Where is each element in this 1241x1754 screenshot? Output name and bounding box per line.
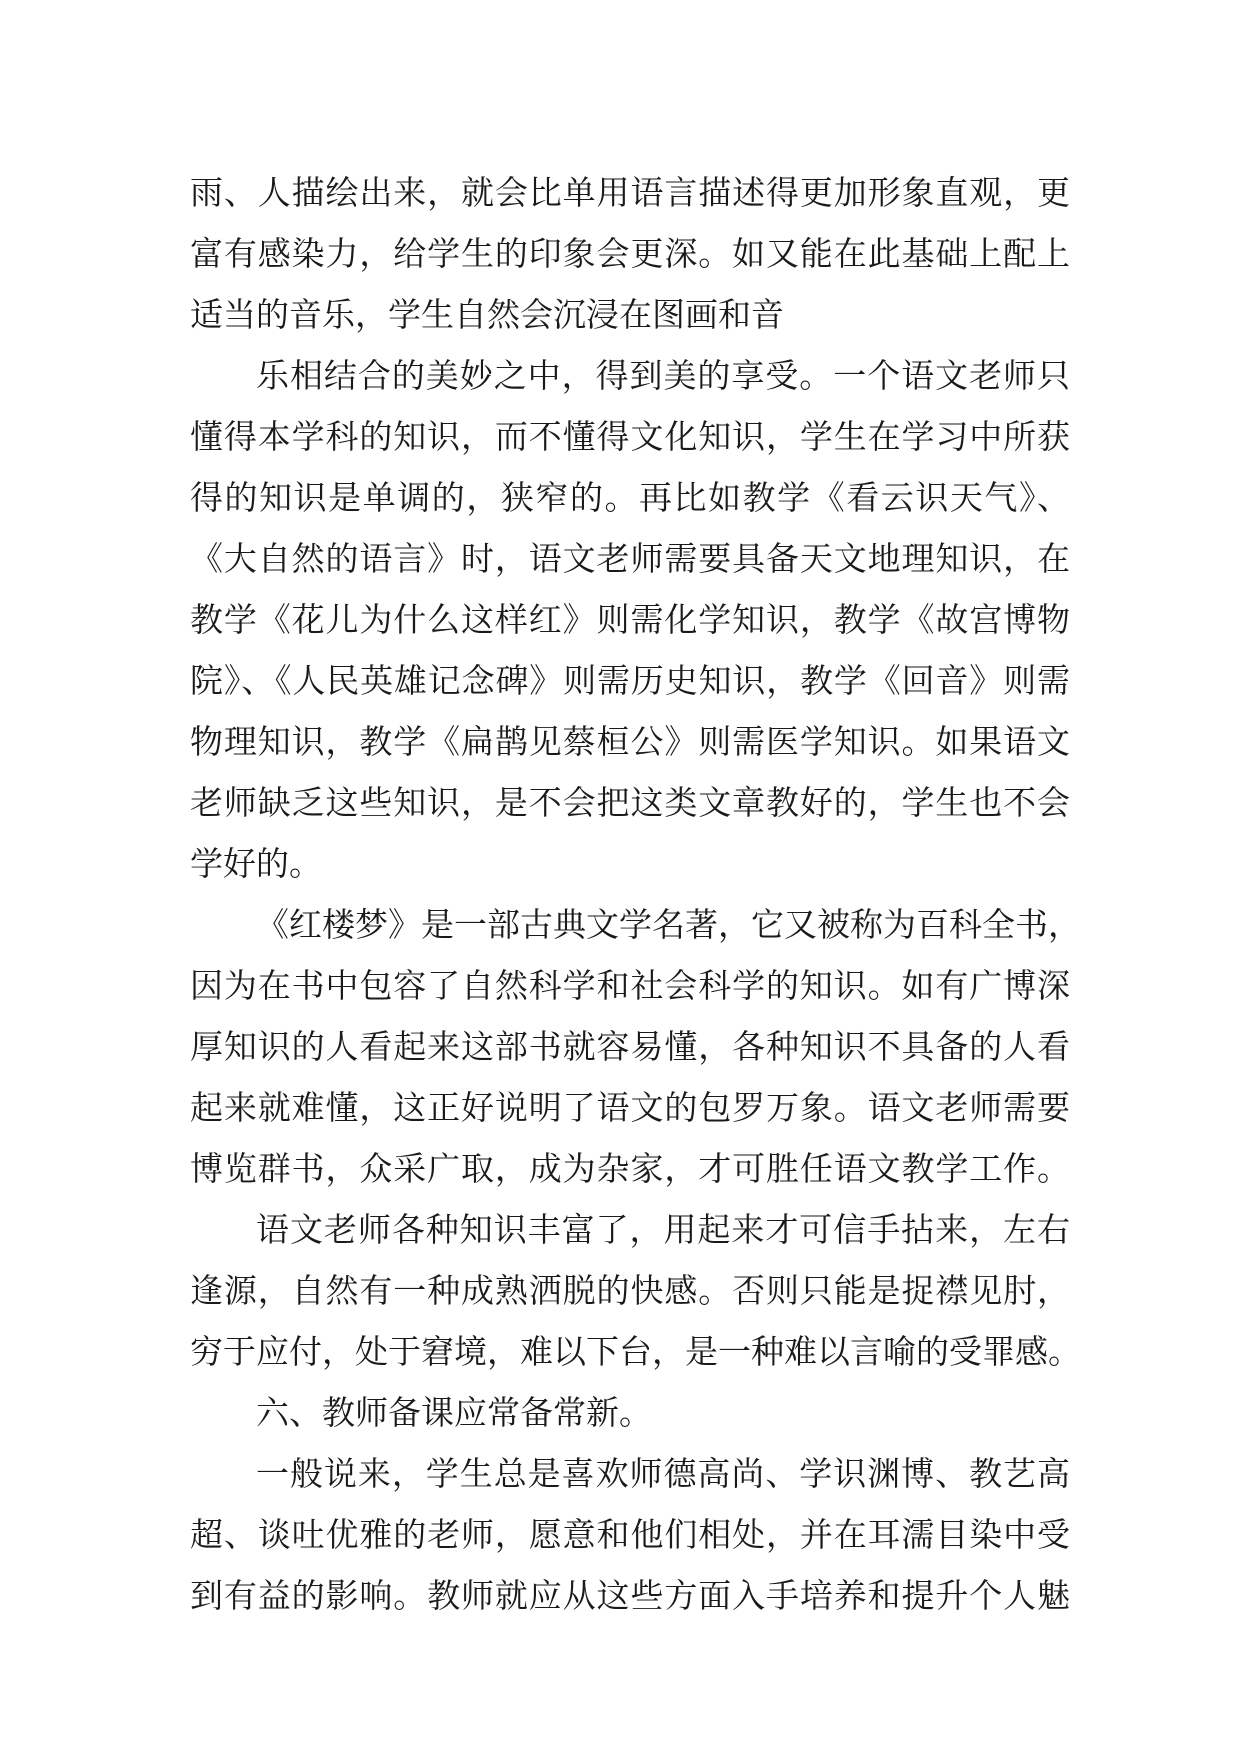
text-line: 穷于应付，处于窘境，难以下台，是一种难以言喻的受罪感。 <box>190 1332 1081 1371</box>
text-line: 厚知识的人看起来这部书就容易懂，各种知识不具备的人看 <box>190 1027 1070 1066</box>
text-line: 《大自然的语言》时，语文老师需要具备天文地理知识，在 <box>190 539 1070 578</box>
paragraph <box>190 1199 1081 1382</box>
text-line: 院》、《人民英雄记念碑》则需历史知识，教学《回音》则需 <box>190 661 1070 700</box>
text-line: 教学《花儿为什么这样红》则需化学知识，教学《故宫博物 <box>190 600 1070 639</box>
document-body <box>190 162 1081 1626</box>
text-line: 六、教师备课应常备常新。 <box>256 1393 652 1432</box>
section-heading <box>190 1382 1070 1443</box>
text-line: 老师缺乏这些知识，是不会把这类文章教好的，学生也不会 <box>190 783 1070 822</box>
text-line: 因为在书中包容了自然科学和社会科学的知识。如有广博深 <box>190 966 1070 1005</box>
text-line: 到有益的影响。教师就应从这些方面入手培养和提升个人魅 <box>190 1576 1070 1615</box>
text-line: 得的知识是单调的，狭窄的。再比如教学《看云识天气》、 <box>190 478 1070 517</box>
text-line: 富有感染力，给学生的印象会更深。如又能在此基础上配上 <box>190 234 1070 273</box>
text-line: 乐相结合的美妙之中，得到美的享受。一个语文老师只 <box>256 356 1070 395</box>
text-line: 懂得本学科的知识，而不懂得文化知识，学生在学习中所获 <box>190 417 1070 456</box>
text-line: 《红楼梦》是一部古典文学名著，它又被称为百科全书， <box>256 905 1081 944</box>
paragraph <box>190 345 1070 894</box>
paragraph <box>190 894 1081 1199</box>
text-line: 学好的。 <box>190 844 322 883</box>
text-line: 物理知识，教学《扁鹊见蔡桓公》则需医学知识。如果语文 <box>190 722 1070 761</box>
text-line: 博览群书，众采广取，成为杂家，才可胜任语文教学工作。 <box>190 1149 1070 1188</box>
paragraph <box>190 1443 1070 1626</box>
text-line: 适当的音乐，学生自然会沉浸在图画和音 <box>190 295 784 334</box>
paragraph <box>190 162 1070 345</box>
text-line: 雨、人描绘出来，就会比单用语言描述得更加形象直观，更 <box>190 173 1070 212</box>
text-line: 逢源，自然有一种成熟洒脱的快感。否则只能是捉襟见肘， <box>190 1271 1070 1310</box>
text-line: 起来就难懂，这正好说明了语文的包罗万象。语文老师需要 <box>190 1088 1070 1127</box>
text-line: 超、谈吐优雅的老师，愿意和他们相处，并在耳濡目染中受 <box>190 1515 1070 1554</box>
text-line: 一般说来，学生总是喜欢师德高尚、学识渊博、教艺高 <box>256 1454 1070 1493</box>
text-line: 语文老师各种知识丰富了，用起来才可信手拈来，左右 <box>256 1210 1070 1249</box>
